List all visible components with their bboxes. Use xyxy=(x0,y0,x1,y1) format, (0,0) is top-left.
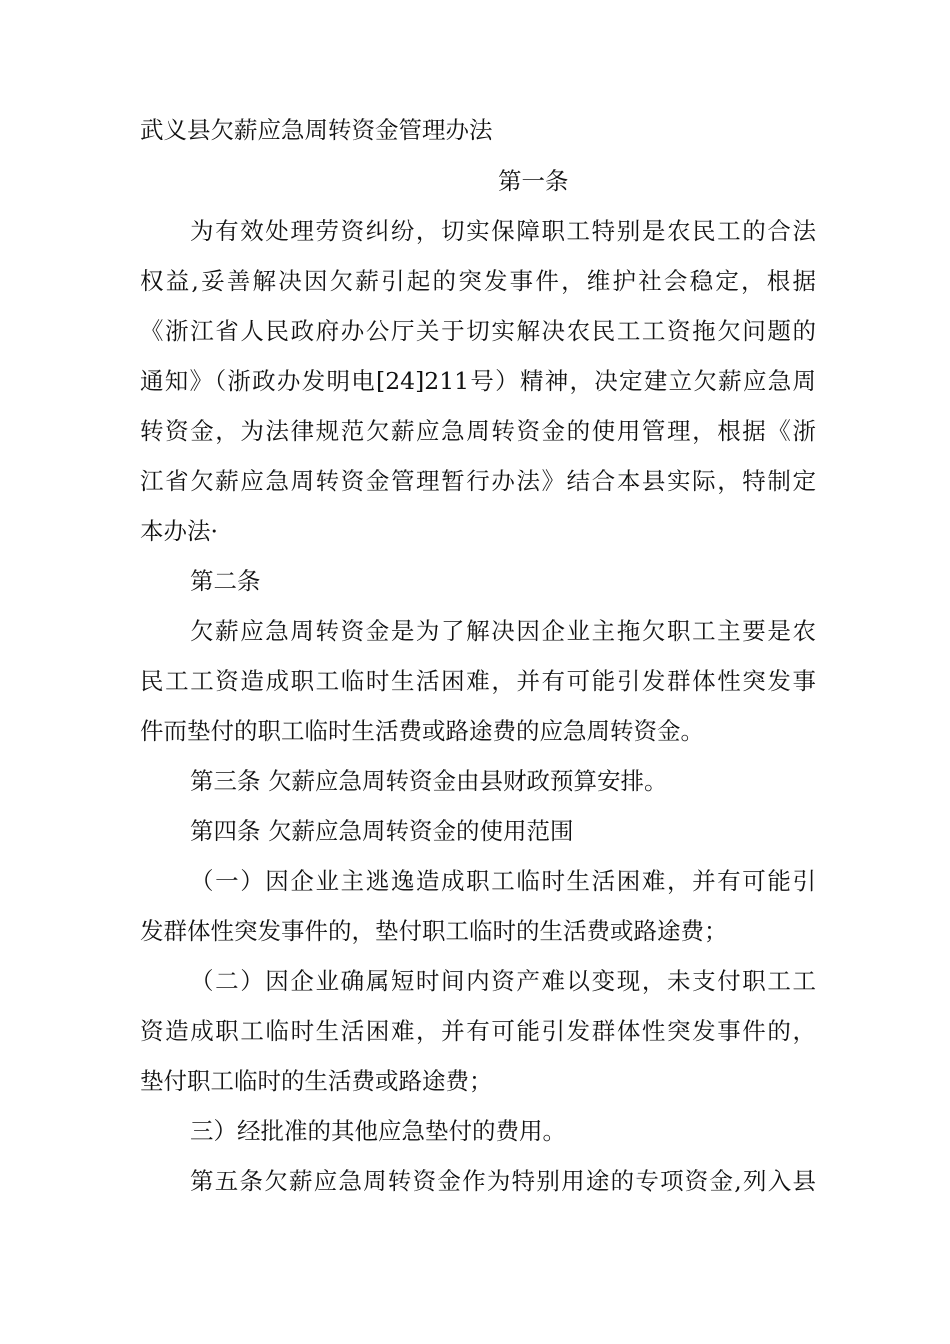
article-1-line-1: 为有效处理劳资纠纷，切实保障职工特别是农民工的合法 xyxy=(190,217,816,245)
article-5-line: 第五条欠薪应急周转资金作为特别用途的专项资金,列入县 xyxy=(190,1167,816,1195)
article-4-item-2-line-1: （二）因企业确属短时间内资产难以变现，未支付职工工 xyxy=(190,967,816,995)
article-2-line-2: 民工工资造成职工临时生活困难，并有可能引发群体性突发事 xyxy=(140,667,816,695)
article-4-item-1-line-1: （一）因企业主逃逸造成职工临时生活困难，并有可能引 xyxy=(190,867,816,895)
article-1-line-4: 通知》（浙政办发明电[24]211号）精神，决定建立欠薪应急周 xyxy=(140,367,816,395)
document-title: 武义县欠薪应急周转资金管理办法 xyxy=(140,116,493,144)
article-4-item-1-line-2: 发群体性突发事件的，垫付职工临时的生活费或路途费； xyxy=(140,917,728,945)
article-1-line-7: 本办法· xyxy=(140,517,218,545)
article-1-line-6: 江省欠薪应急周转资金管理暂行办法》结合本县实际，特制定 xyxy=(140,467,816,495)
article-2-line-1: 欠薪应急周转资金是为了解决因企业主拖欠职工主要是农 xyxy=(190,617,816,645)
article-4-item-3: 三）经批准的其他应急垫付的费用。 xyxy=(190,1117,566,1145)
article-4-item-2-line-3: 垫付职工临时的生活费或路途费； xyxy=(140,1067,493,1095)
article-3-line: 第三条 欠薪应急周转资金由县财政预算安排。 xyxy=(190,767,668,795)
article-1-line-3: 《浙江省人民政府办公厅关于切实解决农民工工资拖欠问题的 xyxy=(140,317,816,345)
article-1-line-2: 权益,妥善解决因欠薪引起的突发事件，维护社会稳定，根据 xyxy=(140,267,816,295)
article-1-heading: 第一条 xyxy=(498,167,569,195)
article-2-heading: 第二条 xyxy=(190,567,261,595)
article-2-line-3: 件而垫付的职工临时生活费或路途费的应急周转资金。 xyxy=(140,717,704,745)
article-1-line-5: 转资金，为法律规范欠薪应急周转资金的使用管理，根据《浙 xyxy=(140,417,816,445)
article-4-item-2-line-2: 资造成职工临时生活困难，并有可能引发群体性突发事件的， xyxy=(140,1017,816,1045)
article-4-heading: 第四条 欠薪应急周转资金的使用范围 xyxy=(190,817,574,845)
